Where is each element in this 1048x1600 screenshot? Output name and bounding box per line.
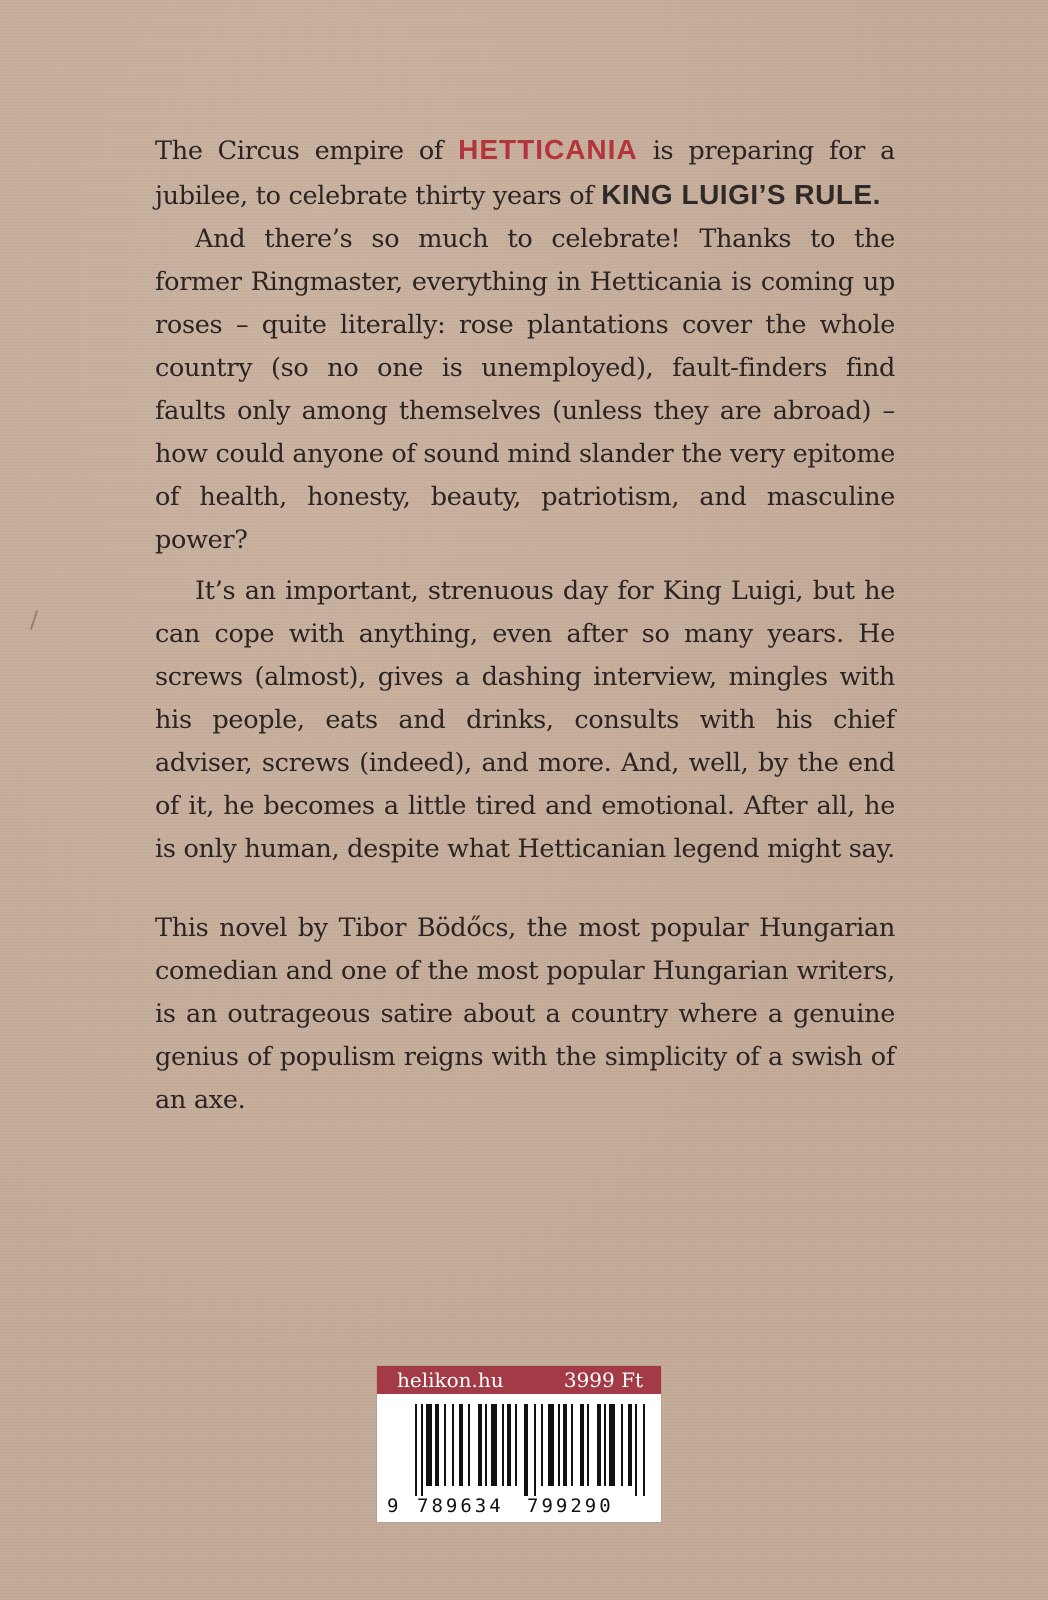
barcode-bar: [524, 1404, 528, 1496]
blurb-paragraph-1: [155, 128, 895, 218]
barcode-bar: [426, 1404, 432, 1486]
barcode-digits-left: 789634: [417, 1495, 504, 1517]
barcode-header: [377, 1366, 661, 1394]
barcode-bar: [621, 1404, 623, 1486]
barcode-bar: [628, 1404, 632, 1486]
barcode-bar: [415, 1404, 417, 1496]
barcode-digit-first: 9: [387, 1495, 399, 1517]
hetticania-logo-text: HETTICANIA: [458, 134, 638, 165]
price-tag: 3999 Ft: [563, 1368, 643, 1392]
barcode-bar: [491, 1404, 497, 1486]
barcode-bar: [435, 1404, 439, 1486]
barcode-digits-right: 799290: [527, 1495, 614, 1517]
barcode-bar: [459, 1404, 463, 1486]
blurb-text: [155, 128, 895, 1122]
barcode-bar: [548, 1404, 554, 1486]
barcode-bar: [563, 1404, 567, 1486]
blurb-paragraph-3: It’s an important, strenuous day for King Luigi, but he can cope with anything, even after so many years. He screws (almost), gives a dashing interview, mingles with his people, eats and drinks, consults with his chief adviser, screws (indeed), and more. And, well, by the end of it, he becomes a little tired and emotional. After all, he is only human, despite what Hetticanian legend might say.: [155, 576, 895, 864]
blurb-paragraph-2: And there’s so much to celebrate! Thanks to the former Ringmaster, everything in Hetticania is coming up roses – quite literally: rose plantations cover the whole country (so no one is unemployed), fault-finders find faults only among themselves (unless they are abroad) – how could anyone of sound mind slander the very epitome of health, honesty, beauty, patriotism, and masculine power?: [155, 224, 895, 555]
barcode-bar: [485, 1404, 487, 1486]
barcode-bar: [515, 1404, 517, 1486]
barcode-bar: [468, 1404, 470, 1486]
barcode-bar: [502, 1404, 504, 1486]
barcode-bar: [571, 1404, 573, 1486]
king-luigis-rule-logo-text: KING LUIGI’S RULE.: [601, 179, 881, 210]
barcode-bar: [444, 1404, 446, 1486]
barcode-bars: [415, 1404, 645, 1496]
blurb-paragraph-1-middle: is preparing for a jubilee, to celebrate thirty years of: [155, 136, 895, 211]
barcode-bar: [421, 1404, 423, 1496]
barcode-bar: [643, 1404, 645, 1496]
barcode-bar: [534, 1404, 536, 1496]
barcode-bar: [597, 1404, 601, 1486]
blurb-paragraph-4: This novel by Tibor Bödőcs, the most popular Hungarian comedian and one of the most popular Hungarian writers, is an outrageous satire about a country where a genuine genius of populism reigns with the simplicity of a swish of an axe.: [155, 913, 895, 1115]
barcode-bar: [541, 1404, 543, 1486]
blurb-paragraph-1-intro: The Circus empire of: [155, 136, 459, 166]
barcode-bar: [452, 1404, 454, 1486]
isbn-barcode: [377, 1400, 661, 1518]
barcode-bar: [507, 1404, 511, 1486]
barcode-bar: [604, 1404, 606, 1486]
publisher-website: helikon.hu: [397, 1368, 504, 1392]
barcode-bar: [635, 1404, 637, 1496]
barcode-bar: [580, 1404, 584, 1486]
barcode-bar: [558, 1404, 560, 1486]
barcode-bar: [587, 1404, 589, 1486]
barcode-bar: [609, 1404, 615, 1486]
barcode-label: [377, 1366, 661, 1522]
barcode-bar: [478, 1404, 482, 1486]
cover-scratch-mark: [30, 610, 38, 630]
